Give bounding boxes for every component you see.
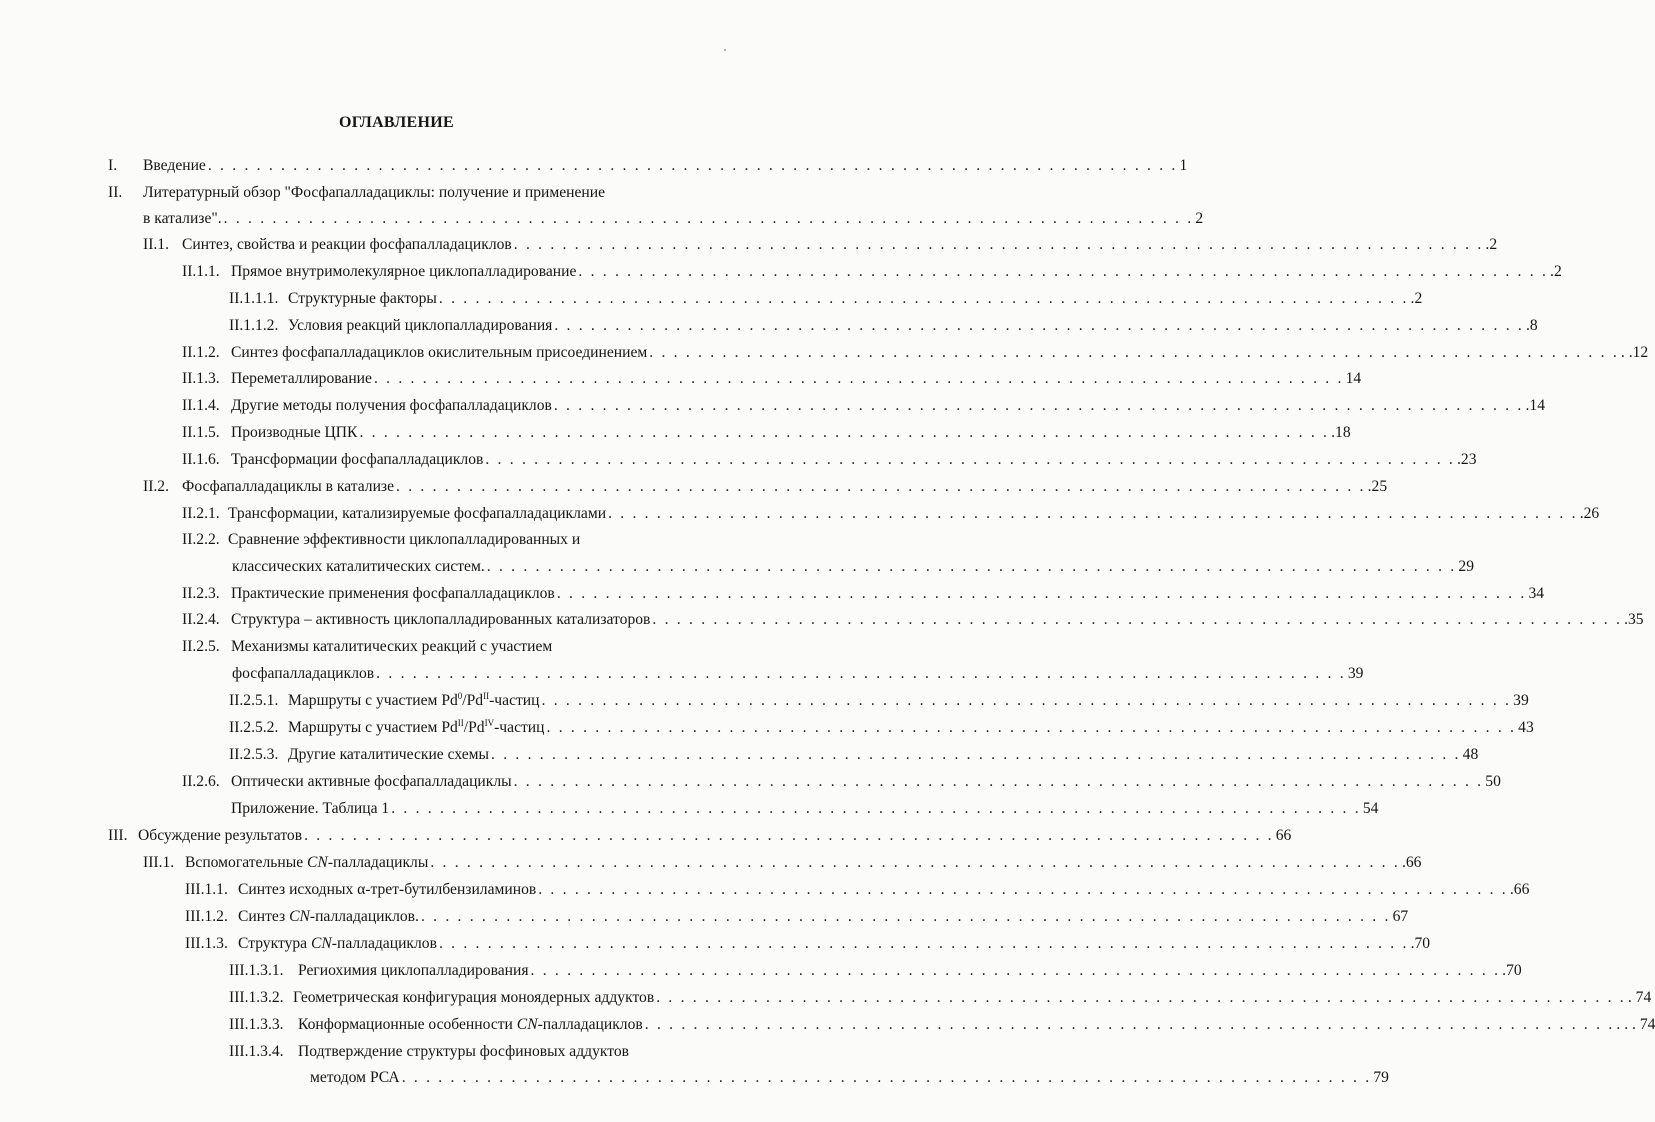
dot-leader: . . . . . . . . . . . . . . . . . . . . . . . . . . . . . . . . . . . . . . . . . . . . . . . . . . . . . . . . . . . . . . . . . . . . . . . . . . . . . . . . [644,1016,1615,1033]
dot-leader: . . . . . . . . . . . . . . . . . . . . . . . . . . . . . . . . . . . . . . . . . . . . . . . . . . . . . . . . . . . . . . . . . . . . . . . . . . . . . . . . [554,317,1524,334]
dot-leader: . . . . . . . . . . . . . . . . . . . . . . . . . . . . . . . . . . . . . . . . . . . . . . . . . . . . . . . . . . . . . . . . . . . . . . . . . . . . . . . . [652,611,1623,628]
toc-entry-introduction[interactable] [108,156,1188,176]
toc-title-part: Маршруты с участием Pd [288,719,458,736]
toc-entry-3-1-3-4-cont[interactable] [310,1068,1389,1088]
toc-entry-2-2-5-2[interactable] [229,717,1534,738]
toc-entry-title [238,934,437,954]
toc-entry-page: .18 [1331,424,1351,441]
toc-entry-page: 2 [1195,210,1204,227]
toc-entry-number: III.1.1. [185,881,228,898]
toc-entry-title: Синтез фосфапалладациклов окислительным присоединением [231,344,648,361]
toc-entry-page: .14 [1525,397,1546,414]
oxidation-state-sup: IV [484,717,495,728]
toc-entry-title: Фосфапалладациклы в катализе [182,478,394,495]
toc-entry-title: Прямое внутримолекулярное циклопалладирование [231,263,577,280]
toc-entry-number: II. [108,184,123,201]
toc-entry-2-2-3[interactable] [182,584,1545,604]
dot-leader: . . . . . . . . . . . . . . . . . . . . . . . . . . . . . . . . . . . . . . . . . . . . . . . . . . . . . . . . . . . . . . . . . . . . . . . . . . . . . . . . [359,424,1330,441]
toc-entry-page: .2 [1485,236,1498,253]
toc-entry-number: II.2.5.1. [229,692,279,709]
toc-title-part: Структура [238,935,311,952]
toc-entry-title [185,853,428,873]
dot-leader: . . . . . . . . . . . . . . . . . . . . . . . . . . . . . . . . . . . . . . . . . . . . . . . . . . . . . . . . . . . . . . . . . . . . . . . . . . . . . . . . [486,558,1457,575]
dot-leader: . . . . . . . . . . . . . . . . . . . . . . . . . . . . . . . . . . . . . . . . . . . . . . . . . . . . . . . . . . . . . . . . . . . . . . . . . . . . . . . . [546,719,1517,736]
toc-entry-number: III.1.3.2. [229,989,284,1006]
toc-entry-number: II.2.6. [182,773,220,790]
toc-entry-page: .25 [1367,478,1388,495]
toc-entry-page: 48 [1462,746,1479,763]
toc-entry-page: 29 [1458,558,1474,575]
toc-entry-title: Подтверждение структуры фосфиновых аддуктов [298,1043,630,1060]
dot-leader: . . . . . . . . . . . . . . . . . . . . . . . . . . . . . . . . . . . . . . . . . . . . . . . . . . . . . . . . . . . . . . . . . . . . . . . . . . . . . . . . [530,962,1501,979]
toc-entry-2-2-4[interactable] [182,610,1644,630]
toc-title-part: -палладациклы [327,854,429,871]
toc-entry-2-1-2[interactable] [182,343,1649,363]
dot-leader: . . . . . . . . . . . . . . . . . . . . . . . . . . . . . . . . . . . . . . . . . . . . . . . . . . . . . . . . . . . . . . . . . . . . . . . . . . . . . . . . [207,157,1178,174]
toc-entry-title: Условия реакций циклопалладирования [288,317,553,334]
toc-entry-page: 1 [1179,157,1188,174]
toc-title-part: -палладациклов. [309,908,419,925]
toc-entry-title: Синтез исходных α-трет-бутилбензиламинов [238,881,537,898]
toc-title-italic: CN [307,854,328,871]
toc-title-part: /Pd [462,692,484,709]
toc-entry-3-1-3-2[interactable] [229,988,1652,1008]
toc-title-part: /Pd [463,719,485,736]
toc-entry-number: II.1.1.1. [229,290,279,307]
toc-entry-2-2-5-cont[interactable] [232,664,1364,684]
toc-entry-2-1-1-1[interactable] [229,289,1423,309]
toc-title-italic: CN [310,935,332,952]
toc-entry-number: II.1.4. [182,397,220,414]
dot-leader: . . . . . . . . . . . . . . . . . . . . . . . . . . . . . . . . . . . . . . . . . . . . . . . . . . . . . . . . . . . . . . . . . . . . . . . . . . . . . . . . [430,854,1400,871]
oxidation-state-sup: 0 [457,690,463,701]
toc-entry-number: II.2. [143,478,169,495]
toc-entry-page: 43 [1518,719,1534,736]
toc-entry-number: III.1. [143,854,175,871]
dot-leader: . . . . . . . . . . . . . . . . . . . . . . . . . . . . . . . . . . . . . . . . . . . . . . . . . . . . . . . . . . . . . . . . . . . . . . . . . . . . . . . . [513,773,1484,790]
oxidation-state-sup: II [483,690,490,701]
toc-entry-3-1-3-3[interactable] [229,1015,1655,1035]
toc-entry-page: .8 [1526,317,1538,334]
toc-entry-discussion[interactable] [108,826,1292,846]
toc-entry-number: II.2.1. [182,505,220,522]
toc-entry-page: .2 [1550,263,1562,280]
toc-entry-page: .35 [1624,611,1644,628]
toc-title-italic: CN [289,908,310,925]
toc-entry-number: II.1.1. [182,263,220,280]
dot-leader: . . . . . . . . . . . . . . . . . . . . . . . . . . . . . . . . . . . . . . . . . . . . . . . . . . . . . . . . . . . . . . . . . . . . . . . . . . . . . . . . [391,800,1361,817]
toc-entry-title: Трансформации фосфапалладациклов [231,451,484,468]
toc-entry-title: Производные ЦПК [231,424,358,441]
dot-leader: . . . . . . . . . . . . . . . . . . . . . . . . . . . . . . . . . . . . . . . . . . . . . . . . . . . . . . . . . . . . . . . . . . . . . . . . . . . . . . . . [401,1069,1372,1086]
toc-entry-title: Трансформации, катализируемые фосфапалладациклами [228,505,607,522]
toc-title-part: -частиц [494,719,545,736]
toc-entry-page: 39 [1513,692,1529,709]
toc-entry-2-1[interactable] [143,235,1498,255]
toc-entry-3-1-2[interactable] [185,907,1409,927]
toc-entry-3-1-1[interactable] [185,880,1530,900]
toc-entry-number: III.1.3.4. [229,1043,284,1060]
dot-leader: . . . . . . . . . . . . . . . . . . . . . . . . . . . . . . . . . . . . . . . . . . . . . . . . . . . . . . . . . . . . . . . . . . . . . . . . . . . . . . . . [376,665,1346,682]
toc-entry-page: .26 [1579,505,1600,522]
toc-entry-page: 34 [1528,585,1545,602]
toc-entry-title: Приложение. Таблица 1 [231,800,390,817]
toc-entry-title: Обсуждение результатов [138,827,303,844]
toc-title-part: Вспомогательные [185,854,308,871]
toc-entry-page: .2 [1410,290,1423,307]
toc-entry-appendix[interactable] [231,799,1379,819]
toc-entry-literature-review[interactable] [108,183,723,203]
toc-entry-number: I. [108,157,118,174]
toc-entry-2-2[interactable] [143,477,1388,497]
toc-entry-2-2-5-3[interactable] [229,745,1479,765]
toc-entry-number: II.1.6. [182,451,220,468]
toc-entry-number: II.1. [143,236,169,253]
toc-entry-number: II.2.2. [182,531,220,548]
toc-entry-title: Введение [143,157,206,174]
toc-entry-title: Структурные факторы [288,290,437,307]
toc-entry-title [238,907,419,927]
toc-entry-title: Практические применения фосфапалладациклов [231,585,555,602]
dot-leader: . . . . . . . . . . . . . . . . . . . . . . . . . . . . . . . . . . . . . . . . . . . . . . . . . . . . . . . . . . . . . . . . . . . . . . . . . . . . . . . . [223,210,1194,227]
toc-entry-page: 14 [1345,370,1362,387]
toc-entry-2-2-2-cont[interactable] [232,557,1474,577]
dot-leader: . . . . . . . . . . . . . . . . . . . . . . . . . . . . . . . . . . . . . . . . . . . . . . . . . . . . . . . . . . . . . . . . . . . . . . . . . . . . . . . . [538,881,1508,898]
toc-entry-number: II.2.5.2. [229,719,279,736]
toc-entry-2-2-5[interactable] [182,637,723,657]
toc-entry-title: Региохимия циклопалладирования [298,962,529,979]
toc-entry-page: .70 [1502,962,1522,979]
toc-entry-page: 54 [1362,800,1379,817]
toc-title-part: -палладациклов [537,1016,643,1033]
toc-entry-title: Оптически активные фосфапалладациклы [231,773,512,790]
oxidation-state-sup: II [457,717,464,728]
dot-leader: . . . . . . . . . . . . . . . . . . . . . . . . . . . . . . . . . . . . . . . . . . . . . . . . . . . . . . . . . . . . . . . . . . . . . . . . . . . . . . . . [556,585,1527,602]
toc-entry-number: III. [108,827,128,844]
toc-entry-page: .66 [1401,854,1422,871]
toc-entry-2-2-1[interactable] [182,504,1600,524]
dot-leader: . . . . . . . . . . . . . . . . . . . . . . . . . . . . . . . . . . . . . . . . . . . . . . . . . . . . . . . . . . . . . . . . . . . . . . . . . . . . . . . . [396,478,1366,495]
toc-entry-number: III.1.3.1. [229,962,284,979]
toc-entry-number: III.1.2. [185,908,228,925]
toc-title-part: Конформационные особенности [298,1016,517,1033]
toc-entry-number: II.2.5. [182,638,220,655]
dot-leader: . . . . . . . . . . . . . . . . . . . . . . . . . . . . . . . . . . . . . . . . . . . . . . . . . . . . . . . . . . . . . . . . . . . . . . . . . . . . . . . . [553,397,1524,414]
dot-leader: . . . . . . . . . . . . . . . . . . . . . . . . . . . . . . . . . . . . . . . . . . . . . . . . . . . . . . . . . . . . . . . . . . . . . . . . . . . . . . . . [578,263,1549,280]
toc-entry-number: II.2.4. [182,611,220,628]
toc-entry-number: II.1.2. [182,344,220,361]
toc-entry-title: Переметаллирование [231,370,372,387]
dot-leader: . . . . . . . . . . . . . . . . . . . . . . . . . . . . . . . . . . . . . . . . . . . . . . . . . . . . . . . . . . . . . . . . . . . . . . . . . . . . . . . . [373,370,1344,387]
toc-entry-2-2-2[interactable] [182,530,723,550]
toc-entry-title: Литературный обзор "Фосфапалладациклы: получение и применение [143,184,606,201]
toc-entry-page: .23 [1457,451,1477,468]
dot-leader: . . . . . . . . . . . . . . . . . . . . . . . . . . . . . . . . . . . . . . . . . . . . . . . . . . . . . . . . . . . . . . . . . . . . . . . . . . . . . . . . [485,451,1456,468]
toc-title-part: -частиц [489,692,540,709]
toc-entry-2-1-3[interactable] [182,369,1362,389]
toc-entry-page: . . . 74 [1616,1016,1655,1033]
toc-entry-title [298,1015,643,1035]
dot-leader: . . . . . . . . . . . . . . . . . . . . . . . . . . . . . . . . . . . . . . . . . . . . . . . . . . . . . . . . . . . . . . . . . . . . . . . . . . . . . . . . [513,236,1484,253]
toc-entry-page: .66 [1509,881,1530,898]
toc-entry-number: II.1.5. [182,424,220,441]
toc-entry-page: . .12 [1620,344,1649,361]
toc-entry-number: II.1.3. [182,370,220,387]
dot-leader: . . . . . . . . . . . . . . . . . . . . . . . . . . . . . . . . . . . . . . . . . . . . . . . . . . . . . . . . . . . . . . . . . . . . . . . . . . . . . . . . [304,827,1274,844]
dot-leader: . . . . . . . . . . . . . . . . . . . . . . . . . . . . . . . . . . . . . . . . . . . . . . . . . . . . . . . . . . . . . . . . . . . . . . . . . . . . . . . . [438,290,1409,307]
toc-title-italic: CN [516,1016,538,1033]
dot-leader: . . . . . . . . . . . . . . . . . . . . . . . . . . . . . . . . . . . . . . . . . . . . . . . . . . . . . . . . . . . . . . . . . . . . . . . . . . . . . . . . [656,989,1626,1006]
dot-leader: . . . . . . . . . . . . . . . . . . . . . . . . . . . . . . . . . . . . . . . . . . . . . . . . . . . . . . . . . . . . . . . . . . . . . . . . . . . . . . . . [438,935,1409,952]
toc-entry-3-1[interactable] [143,853,1422,873]
dot-leader: . . . . . . . . . . . . . . . . . . . . . . . . . . . . . . . . . . . . . . . . . . . . . . . . . . . . . . . . . . . . . . . . . . . . . . . . . . . . . . . . [491,746,1461,763]
toc-entry-2-1-5[interactable] [182,423,1351,443]
toc-entry-page: .70 [1410,935,1431,952]
dot-leader: . . . . . . . . . . . . . . . . . . . . . . . . . . . . . . . . . . . . . . . . . . . . . . . . . . . . . . . . . . . . . . . . . . . . . . . . . . . . . . . . [420,908,1391,925]
toc-entry-2-1-1[interactable] [182,262,1562,282]
toc-entry-page: 66 [1275,827,1292,844]
toc-entry-title: Синтез, свойства и реакции фосфапалладациклов [182,236,512,253]
toc-entry-title: Другие каталитические схемы [288,746,489,763]
dot-leader: . . . . . . . . . . . . . . . . . . . . . . . . . . . . . . . . . . . . . . . . . . . . . . . . . . . . . . . . . . . . . . . . . . . . . . . . . . . . . . . . [608,505,1578,522]
toc-entry-2-1-6[interactable] [182,450,1477,470]
dot-leader: . . . . . . . . . . . . . . . . . . . . . . . . . . . . . . . . . . . . . . . . . . . . . . . . . . . . . . . . . . . . . . . . . . . . . . . . . . . . . . . . [649,344,1619,361]
toc-title-part: Синтез [238,908,290,925]
toc-entry-3-1-3-4[interactable] [229,1042,723,1062]
toc-entry-number: III.1.3. [185,935,228,952]
toc-entry-2-2-6[interactable] [182,772,1501,792]
toc-entry-page: 67 [1392,908,1409,925]
toc-entry-literature-review-cont[interactable] [143,209,1204,229]
toc-entry-number: II.2.3. [182,585,220,602]
toc-entry-page: 39 [1347,665,1364,682]
toc-entry-2-1-4[interactable] [182,396,1546,416]
toc-entry-3-1-3[interactable] [185,934,1431,954]
toc-entry-number: III.1.3.3. [229,1016,284,1033]
toc-entry-number: II.1.1.2. [229,317,279,334]
toc-entry-title: Механизмы каталитических реакций с участием [231,638,553,655]
toc-title-part: Маршруты с участием Pd [288,692,458,709]
toc-entry-title: классических каталитических систем. [232,558,485,575]
toc-entry-title: методом РСА [310,1069,400,1086]
dot-leader: . . . . . . . . . . . . . . . . . . . . . . . . . . . . . . . . . . . . . . . . . . . . . . . . . . . . . . . . . . . . . . . . . . . . . . . . . . . . . . . . [541,692,1512,709]
toc-entry-page: 79 [1373,1069,1389,1086]
toc-entry-page: . 74 [1627,989,1652,1006]
toc-entry-2-1-1-2[interactable] [229,316,1538,336]
page-title: ОГЛАВЛЕНИЕ [339,114,454,131]
toc-entry-title: в катализе". [143,210,222,227]
toc-entry-title [288,718,545,738]
toc-entry-title: Структура – активность циклопалладированных катализаторов [231,611,651,628]
toc-entry-page: 50 [1485,773,1501,790]
toc-entry-number: II.2.5.3. [229,746,279,763]
toc-entry-title [288,691,540,711]
toc-title-part: -палладациклов [331,935,437,952]
toc-entry-title: Сравнение эффективности циклопалладированных и [228,531,581,548]
toc-entry-2-2-5-1[interactable] [229,690,1529,711]
toc-entry-title: Другие методы получения фосфапалладациклов [231,397,552,414]
toc-entry-title: Геометрическая конфигурация моноядерных аддуктов [293,989,655,1006]
toc-entry-title: фосфапалладациклов [232,665,375,682]
toc-entry-3-1-3-1[interactable] [229,961,1522,981]
